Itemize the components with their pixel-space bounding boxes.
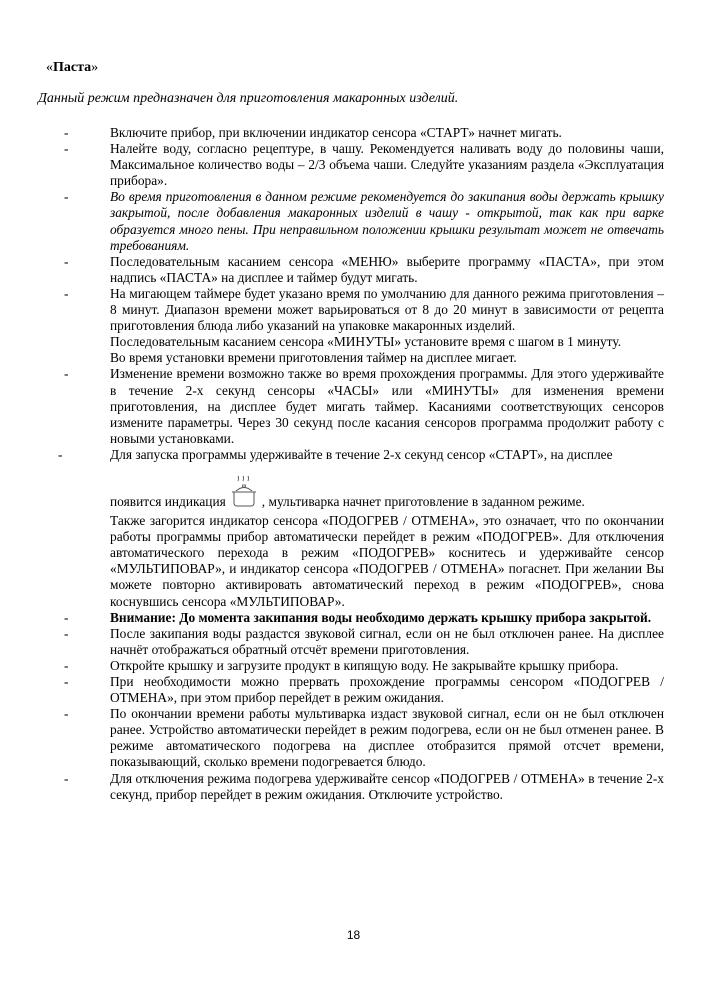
- title-open-quote: «: [46, 60, 53, 75]
- page-number: 18: [346, 928, 361, 942]
- cooking-pot-icon: [230, 475, 258, 513]
- list-item: [64, 674, 664, 706]
- section-intro: Данный режим предназначен для приготовления макаронных изделий.: [38, 91, 459, 106]
- item-text: Откройте крышку и загрузите продукт в кипящую воду. Не закрывайте крышку прибора.: [110, 657, 619, 673]
- list-item: [64, 658, 664, 674]
- indicator-line: [110, 463, 664, 513]
- list-dash: -: [64, 141, 69, 157]
- instruction-list: [58, 125, 664, 803]
- list-item: [64, 626, 664, 658]
- item-continuation: Последовательным касанием сенсора «МИНУТЫ» установите время с шагом в 1 минуту.: [110, 334, 622, 350]
- section-title: [46, 60, 98, 76]
- item-continuation: Во время установки времени приготовления таймер на дисплее мигает.: [110, 350, 517, 366]
- item-text: Изменение времени возможно также во время прохождения программы. Для этого удерживайте в течение 2-х секунд сенсоры «ЧАСЫ» или «МИНУТЫ» для изменения времени приготовления, на дисплее будет мигать таймер. Касаниями соответствующих сенсоров измените параметры. Через 30 секунд после касания сенсоров программа продолжит работу с новыми установками.: [110, 366, 664, 446]
- item-text: Включите прибор, при включении индикатор сенсора «СТАРТ» начнет мигать.: [110, 125, 562, 140]
- list-dash: -: [64, 625, 69, 641]
- item-text: появится индикация: [110, 493, 226, 509]
- item-text: При необходимости можно прервать прохождение программы сенсором «ПОДОГРЕВ / ОТМЕНА», при этом прибор перейдет в режим ожидания.: [110, 674, 664, 706]
- item-text: Для отключения режима подогрева удерживайте сенсор «ПОДОГРЕВ / ОТМЕНА» в течение 2-х секунд, прибор перейдет в режим ожидания. Отключите устройство.: [110, 770, 664, 802]
- item-text: Последовательным касанием сенсора «МЕНЮ» выберите программу «ПАСТА», при этом надпись «ПАСТА» на дисплее и таймер будут мигать.: [110, 253, 664, 285]
- list-dash: -: [64, 253, 69, 269]
- list-item-warning: [64, 610, 664, 626]
- list-dash: -: [58, 446, 63, 462]
- list-item: [64, 706, 664, 770]
- title-close-quote: »: [91, 60, 99, 75]
- title-name: Паста: [53, 60, 92, 75]
- list-dash: -: [64, 189, 69, 205]
- list-dash: -: [64, 366, 69, 382]
- list-item: [58, 446, 664, 610]
- list-item: [64, 771, 664, 803]
- list-item: [64, 254, 664, 286]
- list-item: [64, 286, 664, 366]
- item-text: Внимание: До момента закипания воды необходимо держать крышку прибора закрытой.: [110, 609, 652, 625]
- list-item: [64, 366, 664, 446]
- list-dash: -: [64, 657, 69, 673]
- list-item-note: [64, 189, 664, 253]
- item-text: Налейте воду, согласно рецептуре, в чашу. Рекомендуется наливать воду до половины чаши, Максимальное количество воды – 2/3 объема чаши. Следуйте указаниям раздела «Эксплуатация прибора».: [110, 141, 664, 189]
- item-text: , мультиварка начнет приготовление в заданном режиме.: [261, 493, 585, 509]
- item-text: Для запуска программы удерживайте в течение 2-х секунд сенсор «СТАРТ», на дисплее: [110, 446, 613, 462]
- list-dash: -: [64, 674, 69, 689]
- list-dash: -: [64, 770, 69, 786]
- list-item: [64, 141, 664, 189]
- list-dash: -: [64, 285, 69, 301]
- list-item: [64, 125, 664, 141]
- item-text: На мигающем таймере будет указано время по умолчанию для данного режима приготовления – 8 минут. Диапазон времени может варьироваться от 8 до 20 минут в зависимости от рецепта приготовления блюда либо указаний на упаковке макаронных изделий.: [110, 285, 664, 334]
- list-dash: -: [64, 706, 69, 722]
- list-dash: -: [64, 125, 69, 140]
- item-text: По окончании времени работы мультиварка издаст звуковой сигнал, если он не был отключен ранее. Устройство автоматически перейдет в режим подогрева, если он не был отменен ранее. В режиме автоматического подогрева на дисплее отобразится прямой отсчет времени, показывающий, сколько времени подогревается блюдо.: [110, 706, 664, 770]
- item-text: После закипания воды раздастся звуковой сигнал, если он не был отключен ранее. На дисплее начнёт отображаться обратный отсчёт времени приготовления.: [110, 625, 664, 657]
- item-text: Во время приготовления в данном режиме рекомендуется до закипания воды держать крышку закрытой, после добавления макаронных изделий в чашу - открытой, так как при варке образуется много пены. При неправильном положении крышки результат может не отвечать требованиям.: [110, 189, 664, 253]
- list-dash: -: [64, 609, 69, 625]
- item-continuation: Также загорится индикатор сенсора «ПОДОГРЕВ / ОТМЕНА», это означает, что по окончании работы программы прибор автоматически перейдет в режим «ПОДОГРЕВ». Для отключения автоматического перехода в режим «ПОДОГРЕВ» коснитесь и удерживайте сенсор «МУЛЬТИПОВАР», и индикатор сенсора «ПОДОГРЕВ / ОТМЕНА» погаснет. При желании Вы можете повторно активировать автоматический переход в режим «ПОДОГРЕВ», снова коснувшись сенсора «МУЛЬТИПОВАР».: [110, 513, 664, 609]
